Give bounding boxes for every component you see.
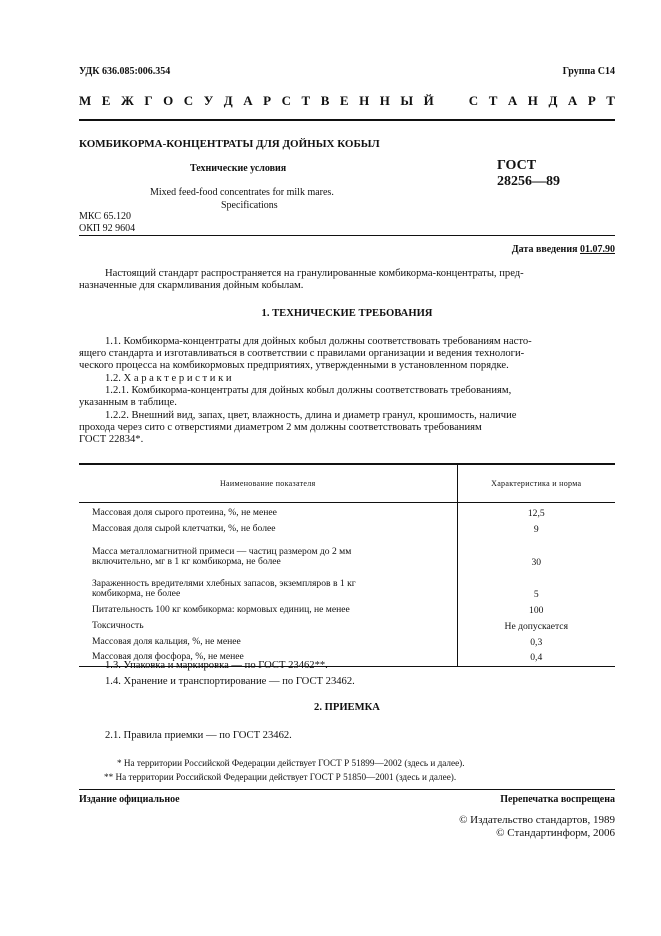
paragraph-1-2-2: 1.2.2. Внешний вид, запах, цвет, влажность, длина и диаметр гранул, крошимость, наличие прохода через сито с отверстиями диаметром 2 мм должны соответствовать требованиям ГОСТ 22834*. [79,410,517,446]
requirements-table [79,464,615,667]
table-row: Питательность 100 кг комбикорма: кормовых единиц, не менее 100 [79,600,615,616]
paragraph-1-3: 1.3. Упаковка и маркировка — по ГОСТ 23462**. [105,660,328,671]
udk-code: УДК 636.085:006.354 [79,66,171,77]
paragraph-1-4: 1.4. Хранение и транспортирование — по ГОСТ 23462. [105,676,355,687]
table-row: Масса металломагнитной примеси — частиц размером до 2 мм включительно, мг в 1 кг комбикорма, не более 30 [79,535,615,568]
paragraph-1-1: 1.1. Комбикорма-концентраты для дойных кобыл должны соответствовать требованиям насто- ящего стандарта и изготавливаться в соответствии с правилами организации и ведения технологи- ческого процесса на комбикормовых предприятиях, утвержденными в установленном порядке. [79,336,532,372]
table-row: Массовая доля сырого протеина, %, не менее 12,5 [79,503,615,520]
reprint-prohibited: Перепечатка воспрещена [500,794,615,805]
okp-code: ОКП 92 9604 [79,223,136,234]
footnote-1: * На территории Российской Федерации действует ГОСТ Р 51899—2002 (здесь и далее). [117,758,465,768]
official-edition: Издание официальное [79,794,180,805]
gost-label: ГОСТ [497,158,537,173]
footer-rule [79,789,615,790]
header-norm: Характеристика и норма [457,464,615,503]
footnote-2: ** На территории Российской Федерации действует ГОСТ Р 51850—2001 (здесь и далее). [104,772,457,782]
group-code: Группа С14 [562,66,615,77]
english-subtitle: Specifications [221,200,278,211]
header-indicator: Наименование показателя [79,464,457,503]
table-row: Массовая доля фосфора, %, не менее 0,4 [79,648,615,667]
english-title: Mixed feed-food concentrates for milk mares. [150,187,334,198]
copyright-1989: © Издательство стандартов, 1989 [459,814,615,826]
table-row: Токсичность Не допускается [79,616,615,632]
paragraph-1-2-1: 1.2.1. Комбикорма-концентраты для дойных кобыл должны соответствовать требованиям, указанным в таблице. [79,385,512,409]
table-row: Массовая доля кальция, %, не менее 0,3 [79,632,615,648]
table-header-row [79,464,615,503]
document-title: КОМБИКОРМА-КОНЦЕНТРАТЫ ДЛЯ ДОЙНЫХ КОБЫЛ [79,138,380,150]
intro-paragraph: Настоящий стандарт распространяется на гранулированные комбикорма-концентраты, пред- назначенные для скармливания дойным кобылам. [79,268,524,292]
section-2-heading: 2. ПРИЕМКА [314,702,380,713]
copyright-2006: © Стандартинформ, 2006 [496,827,615,839]
section-1-heading: 1. ТЕХНИЧЕСКИЕ ТРЕБОВАНИЯ [261,308,433,319]
document-subtitle: Технические условия [190,163,287,174]
mks-code: МКС 65.120 [79,211,131,222]
gost-number: 28256—89 [497,174,560,189]
title-rule [79,235,615,236]
interstate-standard-banner: М Е Ж Г О С У Д А Р С Т В Е Н Н Ы Й С Т А Н Д А Р Т [79,93,615,108]
paragraph-2-1: 2.1. Правила приемки — по ГОСТ 23462. [105,730,292,741]
table-row: Массовая доля сырой клетчатки, %, не более 9 [79,519,615,535]
banner-rule [79,119,615,121]
effective-date: Дата введения 01.07.90 [511,244,615,255]
paragraph-1-2: 1.2. Х а р а к т е р и с т и к и [105,373,232,384]
table-row: Зараженность вредителями хлебных запасов, экземпляров в 1 кг комбикорма, не более 5 [79,568,615,600]
